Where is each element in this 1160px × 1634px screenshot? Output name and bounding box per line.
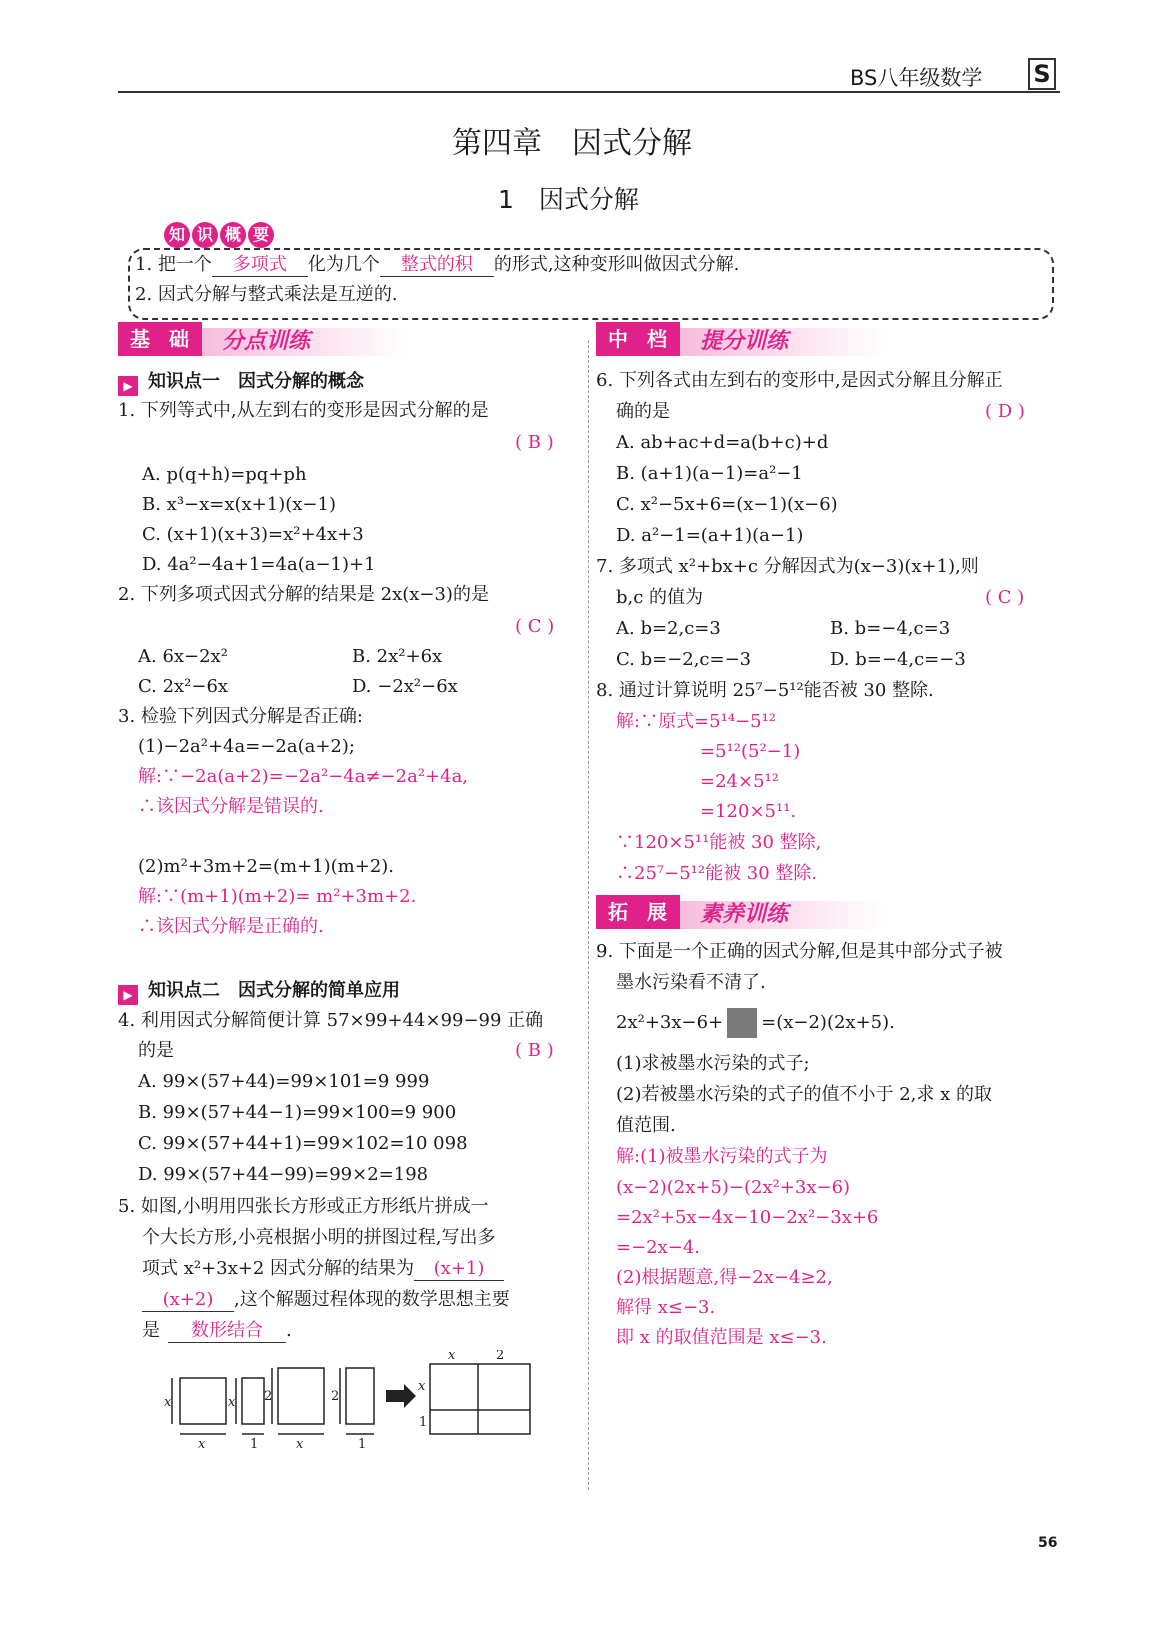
q3-solution-1b: ∴该因式分解是错误的. [138,796,324,817]
label-1: 1 [358,1437,367,1450]
label-2: 2 [264,1389,273,1404]
banner-block: 基 础 [118,322,202,356]
kp2-text: 知识点二 因式分解的简单应用 [148,980,400,1001]
q2-option-d: D. −2x²−6x [352,676,458,697]
rect-x2a [278,1368,324,1424]
q4-option-a: A. 99×(57+44)=99×101=9 999 [138,1071,430,1092]
q5-line-4 [142,1289,510,1312]
banner-subtitle: 素养训练 [700,902,789,927]
banner-tuozhan [596,895,896,929]
q3-solution-2b: ∴该因式分解是正确的. [138,916,324,937]
banner-subtitle: 分点训练 [222,329,311,354]
rect-x2b [346,1368,374,1424]
q7-option-d: D. b=−4,c=−3 [830,649,966,670]
q9-solution-5: (2)根据题意,得−2x−4≥2, [616,1267,833,1288]
square-xx [180,1378,226,1424]
q4-option-d: D. 99×(57+44−99)=99×2=198 [138,1164,429,1185]
label-x: x [418,1379,426,1394]
label-1: 1 [419,1415,428,1430]
q2-option-c: C. 2x²−6x [138,676,229,697]
q7-answer: ( C ) [985,587,1025,608]
badge-char: 识 [192,222,218,248]
text: 化为几个 [307,254,380,275]
q6-option-d: D. a²−1=(a+1)(a−1) [616,525,804,546]
q4-stem-2: 的是 [138,1040,174,1061]
q1-option-d: D. 4a²−4a+1=4a(a−1)+1 [142,554,376,575]
header-rule [118,91,1060,93]
q1-stem: 1. 下列等式中,从左到右的变形是因式分解的是 [118,400,489,421]
text: . [286,1320,292,1341]
q8-solution-1: 解:∵原式=5¹⁴−5¹² [616,711,776,732]
triangle-icon: ▶ [118,376,138,396]
q5-line-5 [142,1320,292,1343]
text: =(x−2)(2x+5). [761,1012,895,1033]
q8-solution-2: =5¹²(5²−1) [700,741,801,762]
kp1-heading [118,367,364,396]
q2-option-a: A. 6x−2x² [138,646,228,667]
label-x: x [296,1437,304,1450]
q6-answer: ( D ) [985,401,1025,422]
text: ,这个解题过程体现的数学思想主要 [234,1289,510,1310]
section-title: 1 因式分解 [498,185,639,214]
q6-stem-2: 确的是 [616,401,670,422]
q7-option-a: A. b=2,c=3 [616,618,721,639]
text: 是 [142,1320,160,1341]
blank-answer: 多项式 [212,254,308,277]
q6-option-c: C. x²−5x+6=(x−1)(x−6) [616,494,838,515]
blank-answer: (x+1) [414,1258,504,1281]
q9-solution-7: 即 x 的取值范围是 x≤−3. [616,1327,827,1348]
q4-option-c: C. 99×(57+44+1)=99×102=10 098 [138,1133,468,1154]
badge-char: 知 [164,222,190,248]
q7-stem-1: 7. 多项式 x²+bx+c 分解因式为(x−3)(x+1),则 [596,556,979,577]
overview-badge [160,222,280,248]
q1-option-a: A. p(q+h)=pq+ph [142,464,307,485]
q8-solution-5: ∵120×5¹¹能被 30 整除, [616,832,822,853]
triangle-icon: ▶ [118,985,138,1005]
q9-solution-4: =−2x−4. [616,1237,701,1258]
overview-line-2: 2. 因式分解与整式乘法是互逆的. [135,284,398,305]
arrow-right-icon [386,1384,416,1408]
label-x: x [198,1437,206,1450]
kp1-text: 知识点一 因式分解的概念 [148,371,364,392]
q1-option-b: B. x³−x=x(x+1)(x−1) [142,494,336,515]
text: 2x²+3x−6+ [616,1012,724,1033]
q5-line-1: 5. 如图,小明用四张长方形或正方形纸片拼成一 [118,1196,489,1217]
chapter-title: 第四章 因式分解 [452,126,692,161]
q2-option-b: B. 2x²+6x [352,646,443,667]
q8-solution-4: =120×5¹¹. [700,801,797,822]
q1-option-c: C. (x+1)(x+3)=x²+4x+3 [142,524,364,545]
q9-part-2a: (2)若被墨水污染的式子的值不小于 2,求 x 的取 [616,1084,992,1105]
label-2: 2 [331,1389,340,1404]
q9-stem-1: 9. 下面是一个正确的因式分解,但是其中部分式子被 [596,941,1003,962]
banner-block: 中 档 [596,322,680,356]
q6-option-b: B. (a+1)(a−1)=a²−1 [616,463,803,484]
q7-stem-2: b,c 的值为 [616,587,704,608]
rect-x1 [242,1378,264,1424]
q3-stem: 3. 检验下列因式分解是否正确: [118,706,363,727]
q9-part-2b: 值范围. [616,1115,676,1136]
q7-option-b: B. b=−4,c=3 [830,618,951,639]
blank-answer: 整式的积 [380,254,494,277]
text: 1. 把一个 [135,254,212,275]
ink-blot [727,1008,757,1038]
q8-solution-3: =24×5¹² [700,771,779,792]
banner-jichu [118,322,418,356]
q9-solution-6: 解得 x≤−3. [616,1297,716,1318]
q6-stem-1: 6. 下列各式由左到右的变形中,是因式分解且分解正 [596,370,1003,391]
text: 项式 x²+3x+2 因式分解的结果为 [142,1258,415,1279]
blank-answer: (x+2) [142,1289,234,1312]
q7-option-c: C. b=−2,c=−3 [616,649,752,670]
column-divider [588,340,589,1490]
q3-solution-1a: 解:∵−2a(a+2)=−2a²−4a≠−2a²+4a, [138,766,469,787]
q1-answer: ( B ) [515,432,554,453]
q5-line-3 [142,1258,504,1281]
label-x: x [164,1395,172,1410]
book-title: BS八年级数学 [850,66,983,90]
badge-char: 要 [248,222,274,248]
big-rect [430,1364,530,1434]
publisher-logo: S [1028,58,1056,90]
q3-part-1: (1)−2a²+4a=−2a(a+2); [138,736,355,757]
text: 的形式,这种变形叫做因式分解. [493,254,740,275]
q5-line-2: 个大长方形,小亮根据小明的拼图过程,写出多 [142,1227,496,1248]
banner-subtitle: 提分训练 [700,329,789,354]
q4-stem-1: 4. 利用因式分解简便计算 57×99+44×99−99 正确 [118,1010,544,1031]
q3-part-2: (2)m²+3m+2=(m+1)(m+2). [138,856,395,877]
q8-solution-6: ∴25⁷−5¹²能被 30 整除. [616,863,818,884]
q2-stem: 2. 下列多项式因式分解的结果是 2x(x−3)的是 [118,584,489,605]
page-number: 56 [1038,1535,1058,1551]
q2-answer: ( C ) [515,616,555,637]
q6-option-a: A. ab+ac+d=a(b+c)+d [616,432,829,453]
q4-answer: ( B ) [515,1040,554,1061]
badge-char: 概 [220,222,246,248]
q8-stem: 8. 通过计算说明 25⁷−5¹²能否被 30 整除. [596,680,934,701]
label-1: 1 [250,1437,259,1450]
q9-solution-3: =2x²+5x−4x−10−2x²−3x+6 [616,1207,879,1228]
label-x: x [228,1395,236,1410]
tiling-figure [160,1350,560,1450]
q9-stem-2: 墨水污染看不清了. [616,972,766,993]
blank-answer: 数形结合 [168,1320,286,1343]
kp2-heading [118,976,400,1005]
banner-block: 拓 展 [596,895,680,929]
q9-solution-2: (x−2)(2x+5)−(2x²+3x−6) [616,1177,851,1198]
q4-option-b: B. 99×(57+44−1)=99×100=9 900 [138,1102,457,1123]
q9-part-1: (1)求被墨水污染的式子; [616,1053,810,1074]
overview-line-1 [135,254,739,277]
q9-equation [616,1008,895,1038]
q3-solution-2a: 解:∵(m+1)(m+2)= m²+3m+2. [138,886,417,907]
q9-solution-1: 解:(1)被墨水污染的式子为 [616,1146,828,1167]
banner-zhongdang [596,322,896,356]
label-2: 2 [496,1350,505,1363]
label-x: x [448,1350,456,1363]
